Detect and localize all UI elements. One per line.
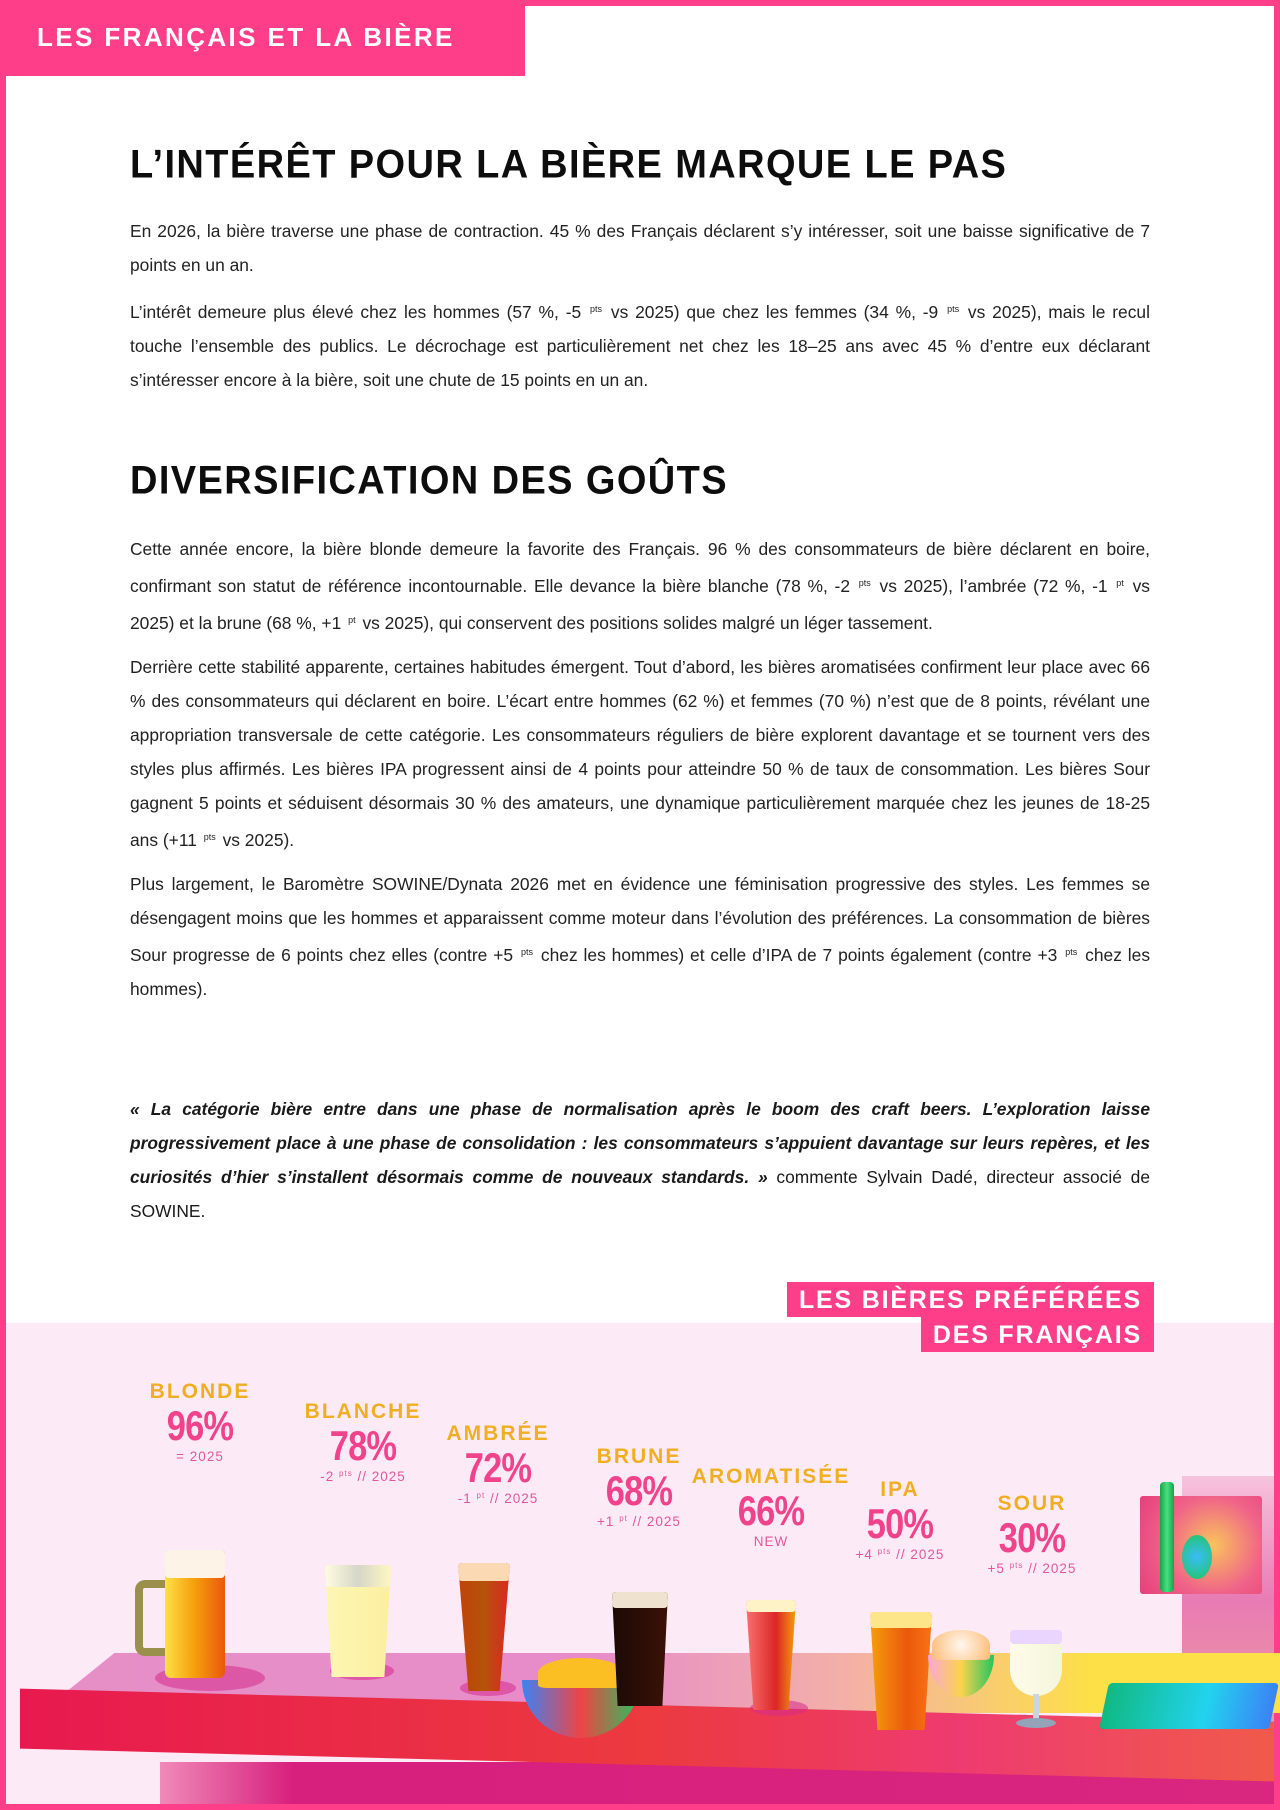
sour-glass-base — [1016, 1718, 1056, 1728]
category-banner-label: LES FRANÇAIS ET LA BIÈRE — [37, 22, 455, 52]
beer-stat-ambree: AMBRÉE 72% -1 $^{pt}$ // 2025 — [446, 1422, 550, 1507]
infographic-title-line1: LES BIÈRES PRÉFÉRÉES — [787, 1282, 1154, 1317]
infographic-title-line2: DES FRANÇAIS — [921, 1317, 1154, 1352]
paragraph: Plus largement, le Baromètre SOWINE/Dynata 2026 met en évidence une féminisation progressive des styles. Les femmes se désengagent moins que les hommes et apparaissent comme moteur dans l’évolution des préférences. La consommation de bières Sour progresse de 6 points chez elles (contre +5 $^{pts}$ chez les hommes) et celle d’IPA de 7 points également (contre +3 $^{pts}$ chez les hommes). — [130, 874, 1151, 999]
ipa-glass-icon — [870, 1612, 932, 1730]
section-interest-text — [130, 214, 1150, 397]
drip-tray-illustration — [1099, 1683, 1279, 1729]
beer-stat-brune: BRUNE 68% +1 $^{pt}$ // 2025 — [596, 1445, 682, 1530]
paragraph: L’intérêt demeure plus élevé chez les hommes (57 %, -5 $^{pts}$ vs 2025) que chez les femmes (34 %, -9 $^{pts}$ vs 2025), mais le recul touche l’ensemble des publics. Le décrochage est particulièrement net chez les 18–25 ans avec 45 % d’entre eux déclarant s’intéresser encore à la bière, soit une chute de 15 points en un an. — [130, 302, 1150, 390]
section-title-interest: L’INTÉRÊT POUR LA BIÈRE MARQUE LE PAS — [130, 142, 1008, 188]
blanche-glass-icon — [325, 1565, 391, 1677]
section-title-diversification: DIVERSIFICATION DES GOÛTS — [130, 458, 729, 504]
paragraph: Cette année encore, la bière blonde demeure la favorite des Français. 96 % des consommateurs de bière déclarent en boire, confirmant son statut de référence incontournable. Elle devance la bière blanche (78 %, -2 $^{pts}$ vs 2025), l’ambrée (72 %, -1 $^{pt}$ vs 2025) et la brune (68 %, +1 $^{pt}$ vs 2025), qui conservent des positions solides malgré un léger tassement. — [130, 539, 1150, 633]
beer-stat-blonde: BLONDE 96% = 2025 — [149, 1380, 251, 1465]
beer-stat-ipa: IPA 50% +4 $^{pts}$ // 2025 — [855, 1478, 945, 1563]
paragraph: Derrière cette stabilité apparente, certaines habitudes émergent. Tout d’abord, les bières aromatisées confirment leur place avec 66 % des consommateurs qui déclarent en boire. L’écart entre hommes (62 %) et femmes (70 %) n’est que de 8 points, révélant une appropriation transversale de cette catégorie. Les consommateurs réguliers de bière explorent davantage et se tournent vers des styles plus affirmés. Les bières IPA progressent ainsi de 4 points pour atteindre 50 % de taux de consommation. Les bières Sour gagnent 5 points et séduisent désormais 30 % des amateurs, une dynamique particulièrement marquée chez les jeunes de 18-25 ans (+11 $^{pts}$ vs 2025). — [130, 657, 1150, 850]
quote-text: « La catégorie bière entre dans une phase de normalisation après le boom des craft beers. L’exploration laisse progressivement place à une phase de consolidation : les consommateurs s’appuient davantage sur leurs repères, et les curiosités d’hier s’installent désormais comme de nouveaux standards. » — [130, 1099, 1150, 1187]
infographic-title — [787, 1282, 1154, 1352]
brune-glass-icon — [612, 1592, 668, 1706]
quote-attribution: commente Sylvain Dadé, directeur associé de SOWINE. — [130, 1167, 1150, 1221]
beer-stat-aromatisee: AROMATISÉE 66% NEW — [691, 1465, 851, 1550]
expert-quote — [130, 1092, 1150, 1228]
aromatisee-glass-icon — [746, 1600, 796, 1710]
popcorn-icon — [932, 1630, 990, 1660]
category-banner — [0, 0, 525, 76]
section-diversification-text — [130, 532, 1150, 1006]
beer-tap-knob-icon — [1182, 1535, 1212, 1579]
paragraph: En 2026, la bière traverse une phase de contraction. 45 % des Français déclarent s’y intéresser, soit une baisse significative de 7 points en un an. — [130, 221, 1150, 275]
chips-icon — [538, 1658, 624, 1688]
beer-tap-icon — [1160, 1482, 1174, 1592]
beer-stat-blanche: BLANCHE 78% -2 $^{pts}$ // 2025 — [304, 1400, 422, 1485]
beer-stat-sour: SOUR 30% +5 $^{pts}$ // 2025 — [987, 1492, 1077, 1577]
sour-glass-icon — [1010, 1630, 1062, 1696]
